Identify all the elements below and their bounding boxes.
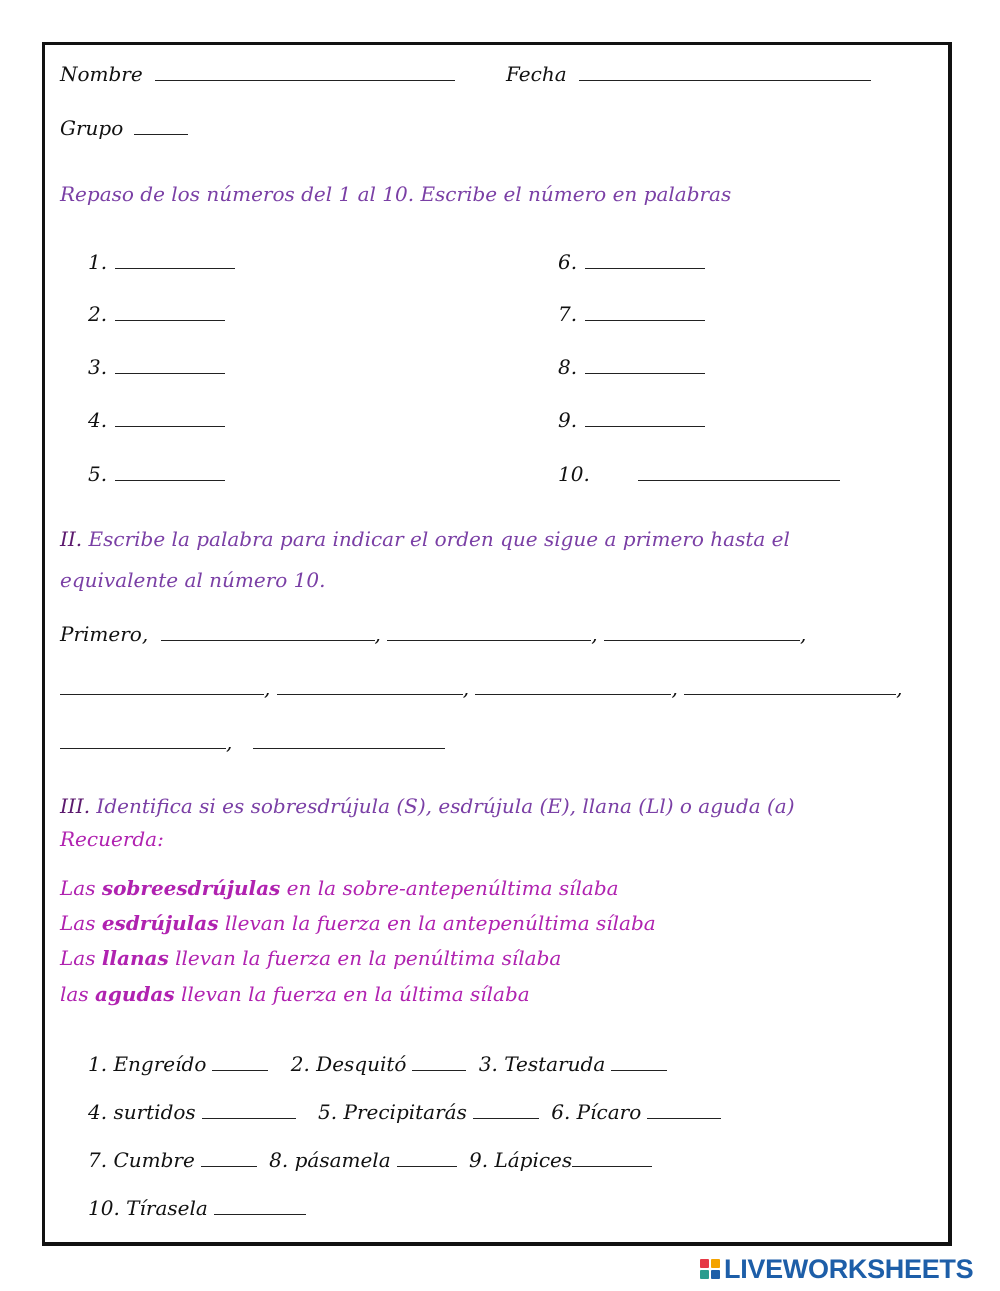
number-item xyxy=(558,250,705,274)
comma: , xyxy=(799,622,807,646)
comma: , xyxy=(374,622,381,646)
rule-line xyxy=(60,876,619,900)
comma: , xyxy=(671,676,678,700)
rule-pre: Las xyxy=(60,946,102,970)
ordinal-blank[interactable] xyxy=(684,676,896,695)
word-blank[interactable] xyxy=(473,1100,539,1119)
word-label: 3. Testaruda xyxy=(478,1052,606,1076)
group-blank[interactable] xyxy=(134,116,188,135)
ordinal-blank[interactable] xyxy=(60,676,264,695)
word-blank[interactable] xyxy=(201,1148,257,1167)
number-label: 10. xyxy=(558,462,590,486)
word-blank[interactable] xyxy=(572,1148,652,1167)
rule-pre: Las xyxy=(60,911,102,935)
section3-title-text: Identifica si es sobresdrújula (S), esdrújula (E), llana (Ll) o aguda (a) xyxy=(96,794,795,818)
answer-blank[interactable] xyxy=(115,355,225,374)
comma: , xyxy=(591,622,598,646)
number-item xyxy=(558,302,705,326)
ordinal-blank[interactable] xyxy=(60,730,226,749)
word-label: 2. Desquitó xyxy=(290,1052,407,1076)
rule-term: llanas xyxy=(101,946,169,970)
comma: , xyxy=(896,676,903,700)
rule-line xyxy=(60,911,656,935)
word-row-4 xyxy=(88,1196,306,1220)
word-label: 7. Cumbre xyxy=(88,1148,195,1172)
answer-blank[interactable] xyxy=(115,408,225,427)
answer-blank[interactable] xyxy=(115,302,225,321)
comma: , xyxy=(226,730,233,754)
ordinal-blank[interactable] xyxy=(253,730,445,749)
number-item xyxy=(88,302,225,326)
number-item xyxy=(558,355,705,379)
ordinal-row-3 xyxy=(60,730,445,754)
rule-post: en la sobre-antepenúltima sílaba xyxy=(280,876,619,900)
rule-term: esdrújulas xyxy=(101,911,219,935)
rule-pre: las xyxy=(60,982,95,1006)
logo-square xyxy=(711,1270,720,1279)
answer-blank[interactable] xyxy=(115,250,235,269)
ordinal-blank[interactable] xyxy=(604,622,800,641)
answer-blank[interactable] xyxy=(585,355,705,374)
rule-term: agudas xyxy=(94,982,175,1006)
date-label: Fecha xyxy=(506,62,567,86)
word-blank[interactable] xyxy=(412,1052,466,1071)
answer-blank[interactable] xyxy=(585,408,705,427)
logo-text: LIVEWORKSHEETS xyxy=(724,1253,974,1284)
rule-line xyxy=(60,946,561,970)
number-label: 4. xyxy=(88,408,108,432)
number-item xyxy=(558,408,705,432)
section1-title: Repaso de los números del 1 al 10. Escribe el número en palabras xyxy=(60,182,732,206)
name-blank[interactable] xyxy=(155,62,455,81)
word-label: 4. surtidos xyxy=(88,1100,196,1124)
group-field xyxy=(60,116,188,140)
rule-line xyxy=(60,982,530,1006)
first-word: Primero, xyxy=(60,622,149,646)
word-blank[interactable] xyxy=(647,1100,721,1119)
answer-blank[interactable] xyxy=(638,462,840,481)
word-blank[interactable] xyxy=(214,1196,306,1215)
rule-pre: Las xyxy=(60,876,102,900)
word-row-1 xyxy=(88,1052,667,1076)
number-label: 9. xyxy=(558,408,578,432)
answer-blank[interactable] xyxy=(585,302,705,321)
section2-title-line2: equivalente al número 10. xyxy=(60,568,326,592)
comma: , xyxy=(462,676,470,700)
name-field xyxy=(60,62,455,86)
comma: , xyxy=(264,676,271,700)
date-blank[interactable] xyxy=(579,62,871,81)
number-item xyxy=(88,355,225,379)
number-label: 2. xyxy=(88,302,108,326)
number-label: 5. xyxy=(88,462,108,486)
number-label: 6. xyxy=(558,250,578,274)
group-label: Grupo xyxy=(60,116,124,140)
ordinal-blank[interactable] xyxy=(277,676,463,695)
word-label: 9. Lápices xyxy=(469,1148,573,1172)
logo-square xyxy=(700,1270,709,1279)
liveworksheets-logo xyxy=(700,1255,973,1283)
section2-numeral: II. xyxy=(60,527,83,551)
section2-title-line1: Escribe la palabra para indicar el orden que sigue a primero hasta el xyxy=(88,527,790,551)
section3-title xyxy=(60,794,795,818)
rule-post: llevan la fuerza en la penúltima sílaba xyxy=(168,946,562,970)
word-label: 5. Precipitarás xyxy=(318,1100,467,1124)
section2-title xyxy=(60,527,790,551)
section3-numeral: III. xyxy=(60,794,91,818)
word-label: 6. Pícaro xyxy=(551,1100,642,1124)
number-label: 8. xyxy=(558,355,578,379)
word-label: 1. Engreído xyxy=(88,1052,207,1076)
answer-blank[interactable] xyxy=(115,462,225,481)
ordinal-blank[interactable] xyxy=(475,676,671,695)
number-item xyxy=(88,250,235,274)
word-label: 8. pásamela xyxy=(269,1148,391,1172)
number-label: 7. xyxy=(558,302,578,326)
name-label: Nombre xyxy=(60,62,143,86)
rule-post: llevan la fuerza en la última sílaba xyxy=(174,982,530,1006)
word-blank[interactable] xyxy=(212,1052,268,1071)
word-blank[interactable] xyxy=(397,1148,457,1167)
word-blank[interactable] xyxy=(611,1052,667,1071)
number-label: 3. xyxy=(88,355,108,379)
ordinal-blank[interactable] xyxy=(161,622,375,641)
word-row-2 xyxy=(88,1100,721,1124)
answer-blank[interactable] xyxy=(585,250,705,269)
rule-term: sobreesdrújulas xyxy=(101,876,281,900)
ordinal-row-2 xyxy=(60,676,903,700)
word-row-3 xyxy=(88,1148,652,1172)
reminder-label: Recuerda: xyxy=(60,827,164,851)
logo-squares-icon xyxy=(700,1259,720,1279)
number-item xyxy=(88,462,225,486)
word-blank[interactable] xyxy=(202,1100,296,1119)
rule-post: llevan la fuerza en la antepenúltima sílaba xyxy=(218,911,656,935)
ordinal-blank[interactable] xyxy=(387,622,591,641)
number-label: 1. xyxy=(88,250,108,274)
date-field xyxy=(506,62,871,86)
number-item xyxy=(88,408,225,432)
ordinal-row-1 xyxy=(60,622,806,646)
number-item xyxy=(558,462,840,486)
logo-square xyxy=(700,1259,709,1268)
word-label: 10. Tírasela xyxy=(88,1196,208,1220)
logo-square xyxy=(711,1259,720,1268)
